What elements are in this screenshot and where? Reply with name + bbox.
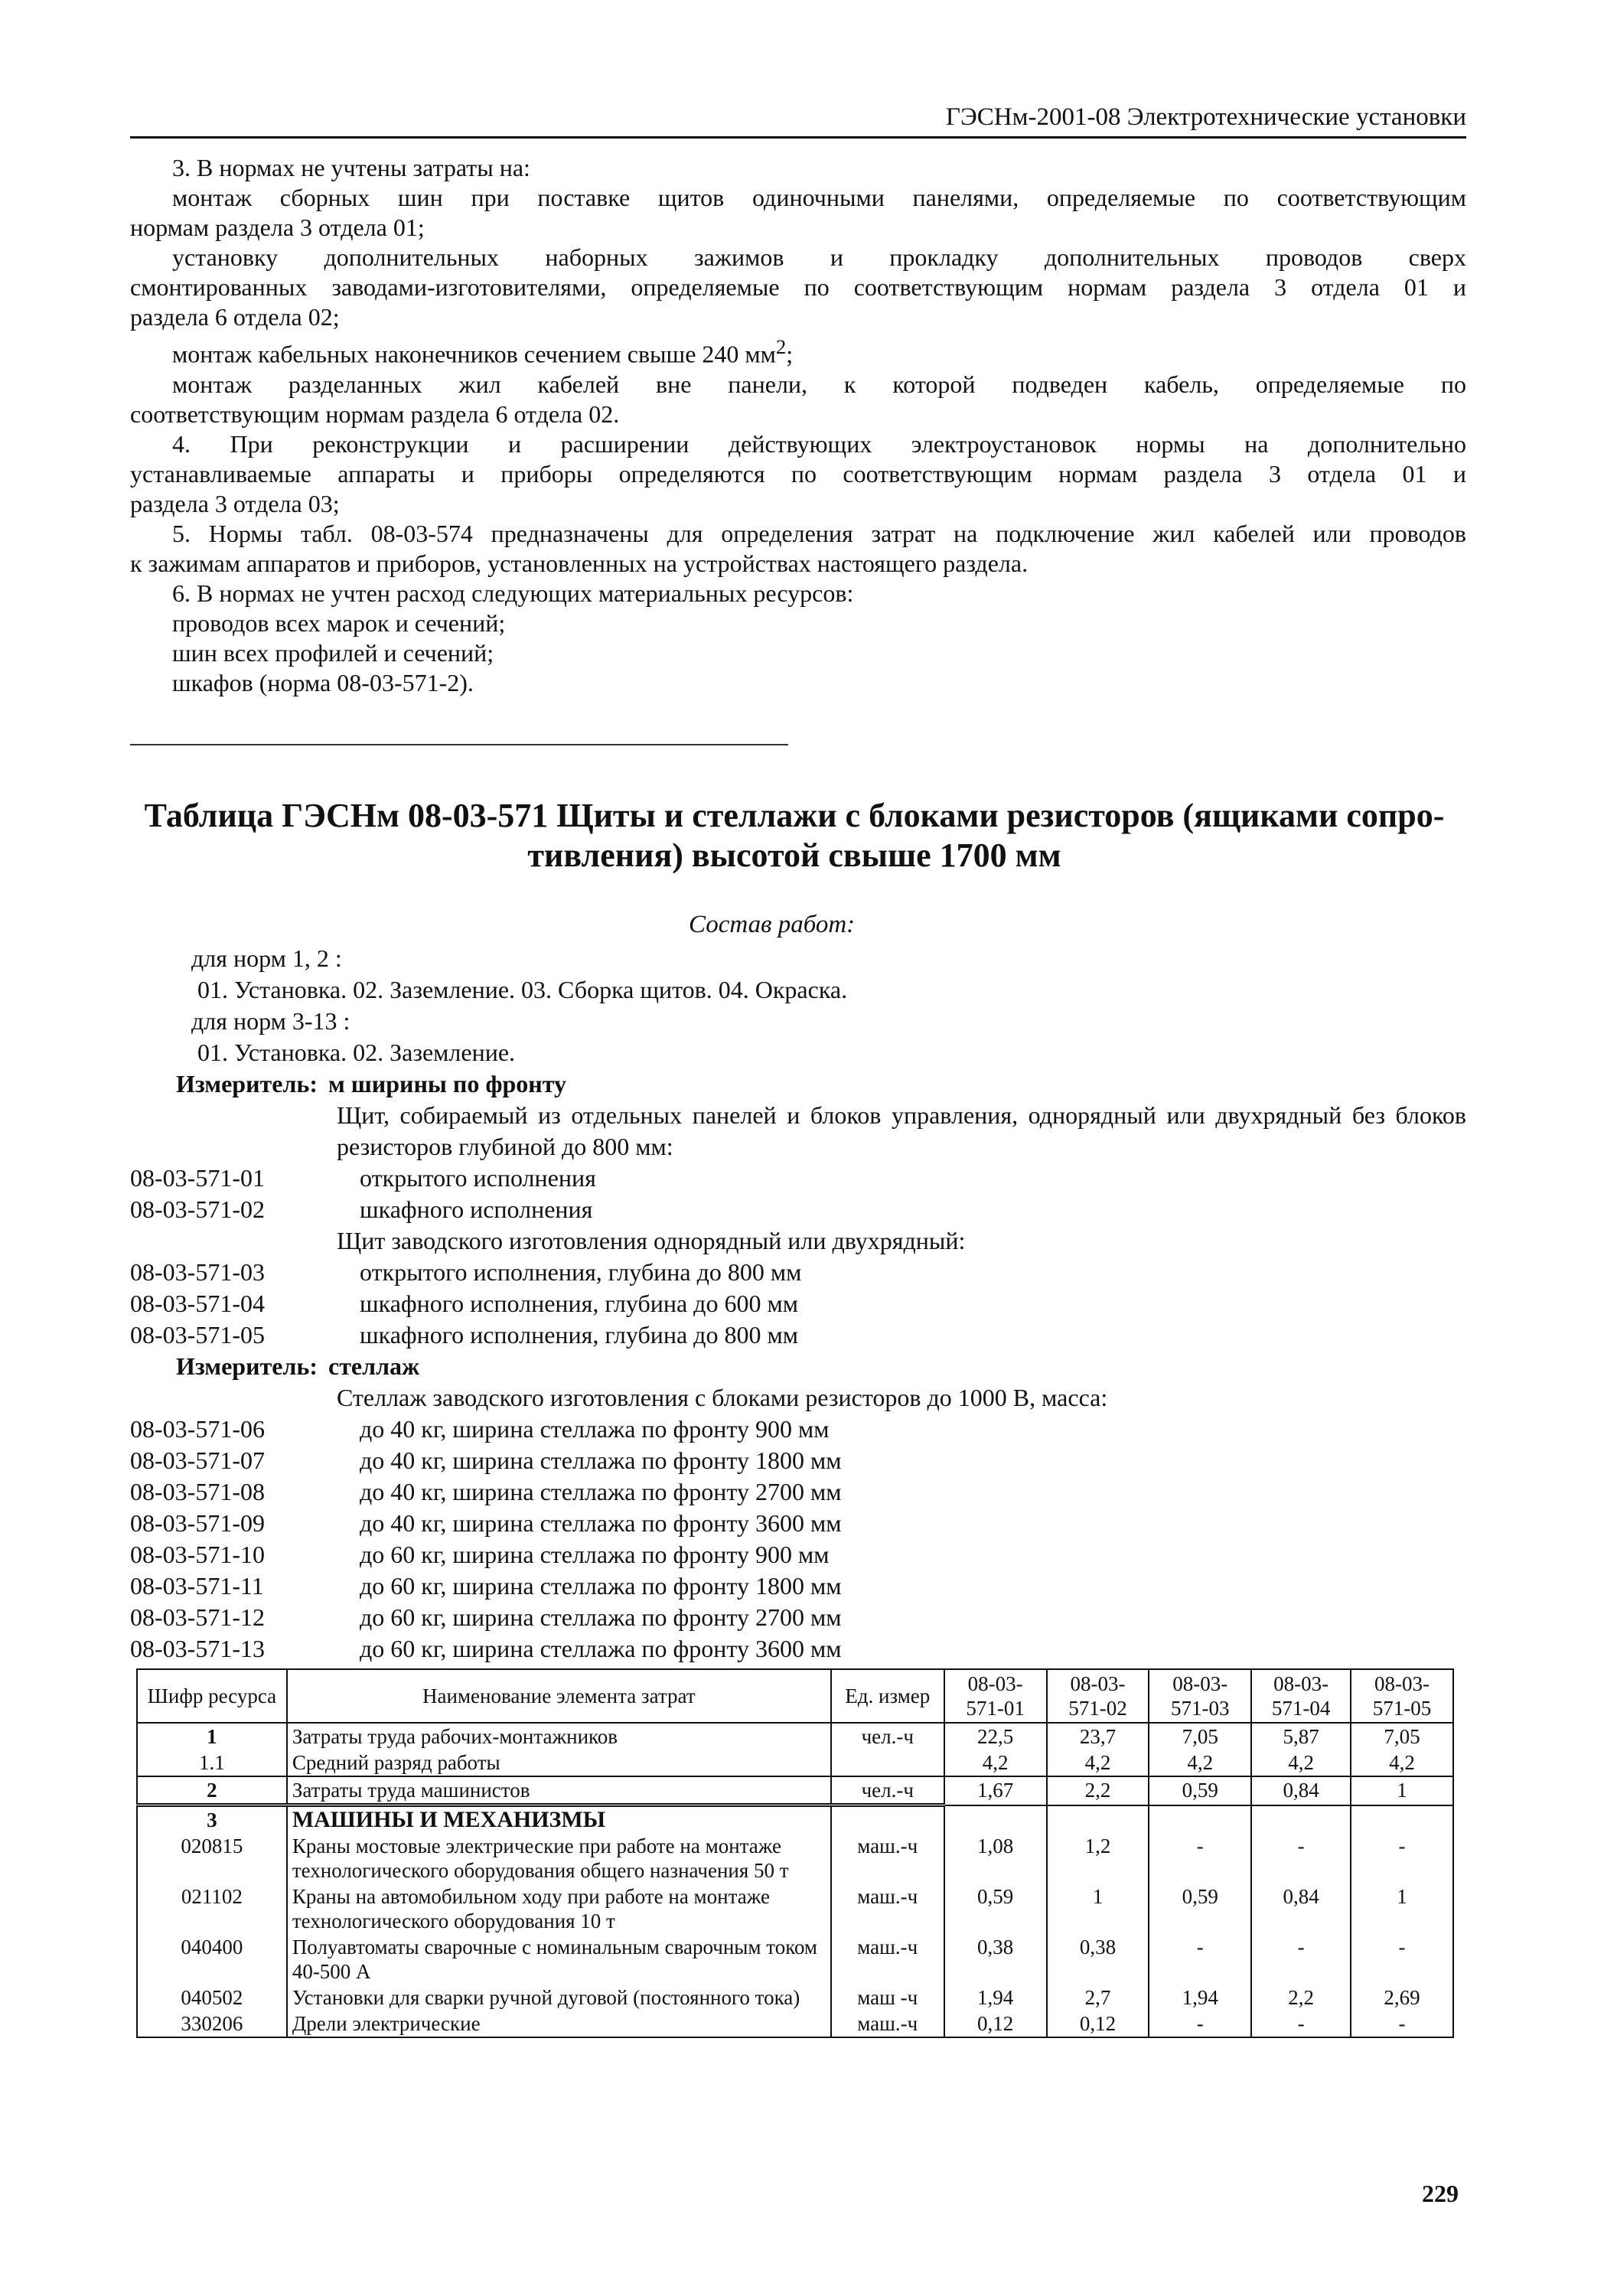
table-cell: 0,38 <box>1047 1934 1149 1985</box>
page-number: 229 <box>1422 2180 1459 2207</box>
note-3b-line1: установку дополнительных наборных зажимов и прокладку дополнительных проводов сверх <box>172 243 1466 271</box>
table-cell: 2,2 <box>1251 1985 1351 2011</box>
group-2-description: Щит заводского изготовления однорядный или двухрядный: <box>337 1227 966 1254</box>
norm-code: 08-03-571-11 <box>130 1572 264 1600</box>
group-3-description: Стеллаж заводского изготовления с блоками резисторов до 1000 В, масса: <box>337 1384 1108 1411</box>
norm-description: до 60 кг, ширина стеллажа по фронту 1800 мм <box>360 1572 842 1600</box>
table-cell: 0,59 <box>1149 1776 1251 1805</box>
table-cell: - <box>1351 1934 1453 1985</box>
table-cell: - <box>1351 1833 1453 1883</box>
table-cell: 0,38 <box>944 1934 1047 1985</box>
table-cell: Установки для сварки ручной дуговой (постоянного тока) <box>287 1985 831 2011</box>
table-cell: 4,2 <box>1351 1750 1453 1776</box>
note-3d-line2: соответствующим нормам раздела 6 отдела 02. <box>130 400 620 428</box>
table-cell: 2,2 <box>1047 1776 1149 1805</box>
table-cell: 1,94 <box>1149 1985 1251 2011</box>
note-6b: шин всех профилей и сечений; <box>172 638 494 667</box>
table-cell: Дрели электрические <box>287 2011 831 2037</box>
table-cell: 1 <box>137 1723 287 1750</box>
table-title-line2: тивления) высотой свыше 1700 мм <box>527 837 1061 874</box>
table-cell: 4,2 <box>1251 1750 1351 1776</box>
table-cell: Затраты труда рабочих-монтажников <box>287 1723 831 1750</box>
norm-item-row <box>130 1319 1466 1351</box>
table-cell: - <box>1149 1833 1251 1883</box>
measure-1-value: м ширины по фронту <box>328 1070 566 1097</box>
table-cell: Краны мостовые электрические при работе на монтаже технологического оборудования общего назначения 50 т <box>287 1833 831 1883</box>
note-3c-text: монтаж кабельных наконечников сечением свыше 240 мм <box>172 340 776 368</box>
measure-1 <box>130 1068 1466 1100</box>
table-cell: 020815 <box>137 1833 287 1883</box>
norm-description: до 40 кг, ширина стеллажа по фронту 3600 мм <box>360 1509 842 1537</box>
table-row <box>137 1723 1453 1750</box>
note-4-line2: устанавливаемые аппараты и приборы определяются по соответствующим нормам раздела 3 отдела 01 и <box>130 459 1466 488</box>
table-cell <box>1149 1805 1251 1834</box>
table-cell: 0,59 <box>944 1883 1047 1934</box>
table-cell: 2,7 <box>1047 1985 1149 2011</box>
works-heading: Состав работ: <box>689 911 856 938</box>
resource-table <box>136 1668 1454 2038</box>
note-5-line2: к зажимам аппаратов и приборов, установленных на устройствах настоящего раздела. <box>130 549 1029 577</box>
works-block <box>130 943 1466 1665</box>
norm-item-row <box>130 1445 1466 1476</box>
table-cell: 4,2 <box>944 1750 1047 1776</box>
norm-description: до 40 кг, ширина стеллажа по фронту 2700 мм <box>360 1478 842 1505</box>
table-cell: 0,12 <box>1047 2011 1149 2037</box>
note-3a-line2: нормам раздела 3 отдела 01; <box>130 214 425 241</box>
table-cell: 22,5 <box>944 1723 1047 1750</box>
table-row <box>137 2011 1453 2037</box>
table-cell: - <box>1251 2011 1351 2037</box>
items-group-3 <box>130 1414 1466 1665</box>
table-title-line1: Таблица ГЭСНм 08-03-571 Щиты и стеллажи с блоками резисторов (ящиками сопро- <box>144 797 1445 834</box>
table-row <box>137 1934 1453 1985</box>
table-cell: маш.-ч <box>831 1833 944 1883</box>
table-cell: 1 <box>1351 1776 1453 1805</box>
norm-description: до 60 кг, ширина стеллажа по фронту 3600 мм <box>360 1635 842 1662</box>
table-cell: Краны на автомобильном ходу при работе на монтаже технологического оборудования 10 т <box>287 1883 831 1934</box>
works-group2-text: 01. Установка. 02. Заземление. <box>197 1039 516 1066</box>
table-cell: 4,2 <box>1047 1750 1149 1776</box>
table-cell: маш.-ч <box>831 1934 944 1985</box>
table-cell: 7,05 <box>1149 1723 1251 1750</box>
table-cell: Затраты труда машинистов <box>287 1776 831 1805</box>
norm-item-row <box>130 1602 1466 1633</box>
table-header-cell: Наименование элемента затрат <box>287 1669 831 1723</box>
norm-item-row <box>130 1570 1466 1602</box>
norm-item-row <box>130 1163 1466 1194</box>
norm-description: до 60 кг, ширина стеллажа по фронту 2700 мм <box>360 1603 842 1631</box>
norm-code: 08-03-571-12 <box>130 1603 265 1631</box>
note-4-line1: 4. При реконструкции и расширении действующих электроустановок нормы на дополнительно <box>172 429 1466 458</box>
norm-description: шкафного исполнения, глубина до 600 мм <box>360 1290 798 1317</box>
table-cell: 1,2 <box>1047 1833 1149 1883</box>
norm-code: 08-03-571-09 <box>130 1509 265 1537</box>
table-cell: Средний разряд работы <box>287 1750 831 1776</box>
note-3c-sup: 2 <box>775 335 787 358</box>
table-cell: Полуавтоматы сварочные с номинальным сварочным током 40-500 А <box>287 1934 831 1985</box>
separator-line <box>130 744 788 745</box>
table-cell: 2 <box>137 1776 287 1805</box>
table-cell <box>831 1750 944 1776</box>
table-cell: 0,59 <box>1149 1883 1251 1934</box>
norm-code: 08-03-571-01 <box>130 1164 265 1192</box>
measure-2-label: Измеритель: <box>176 1352 318 1380</box>
note-3c <box>130 332 1466 370</box>
table-cell: 021102 <box>137 1883 287 1934</box>
table-header-row <box>137 1669 1453 1723</box>
norm-description: открытого исполнения, глубина до 800 мм <box>360 1258 802 1286</box>
table-cell: 1 <box>1351 1883 1453 1934</box>
table-row <box>137 1883 1453 1934</box>
note-3a-line1: монтаж сборных шин при поставке щитов одиночными панелями, определяемые по соответствующим <box>172 184 1466 211</box>
table-header-cell: 08-03-571-01 <box>944 1669 1047 1723</box>
table-header-cell: Шифр ресурса <box>137 1669 287 1723</box>
items-group-1 <box>130 1163 1466 1225</box>
norm-code: 08-03-571-10 <box>130 1541 265 1568</box>
norm-code: 08-03-571-03 <box>130 1258 265 1286</box>
table-cell <box>831 1805 944 1834</box>
table-cell: - <box>1149 1934 1251 1985</box>
table-header-cell: 08-03-571-02 <box>1047 1669 1149 1723</box>
note-3b-line3: раздела 6 отдела 02; <box>130 303 340 331</box>
note-6a: проводов всех марок и сечений; <box>172 608 506 637</box>
table-cell: 040400 <box>137 1934 287 1985</box>
note-3c-end: ; <box>786 340 794 368</box>
works-group1-label: для норм 1, 2 : <box>191 944 342 972</box>
table-row <box>137 1833 1453 1883</box>
table-row <box>137 1985 1453 2011</box>
measure-1-label: Измеритель: <box>176 1070 318 1097</box>
table-cell: 0,84 <box>1251 1883 1351 1934</box>
norm-code: 08-03-571-04 <box>130 1290 265 1317</box>
table-cell: 1,08 <box>944 1833 1047 1883</box>
table-cell: - <box>1149 2011 1251 2037</box>
table-cell: маш -ч <box>831 1985 944 2011</box>
works-group2-label: для норм 3-13 : <box>191 1007 350 1035</box>
table-cell: 0,84 <box>1251 1776 1351 1805</box>
table-cell <box>1251 1805 1351 1834</box>
norm-code: 08-03-571-05 <box>130 1321 265 1349</box>
norm-code: 08-03-571-02 <box>130 1195 265 1223</box>
norm-item-row <box>130 1194 1466 1225</box>
table-cell: МАШИНЫ И МЕХАНИЗМЫ <box>287 1805 831 1834</box>
table-cell: - <box>1251 1833 1351 1883</box>
norm-code: 08-03-571-07 <box>130 1446 265 1474</box>
norm-item-row <box>130 1476 1466 1508</box>
table-cell <box>1047 1805 1149 1834</box>
norm-description: шкафного исполнения, глубина до 800 мм <box>360 1321 798 1349</box>
table-cell: маш.-ч <box>831 2011 944 2037</box>
table-cell: 7,05 <box>1351 1723 1453 1750</box>
table-title <box>115 796 1474 876</box>
table-cell: чел.-ч <box>831 1723 944 1750</box>
table-cell: 1 <box>1047 1883 1149 1934</box>
norm-code: 08-03-571-13 <box>130 1635 265 1662</box>
table-cell: - <box>1351 2011 1453 2037</box>
table-cell: 1,94 <box>944 1985 1047 2011</box>
norm-description: до 40 кг, ширина стеллажа по фронту 900 мм <box>360 1415 830 1443</box>
norm-item-row <box>130 1288 1466 1319</box>
table-body <box>137 1723 1453 2037</box>
note-3d-line1: монтаж разделанных жил кабелей вне панели, к которой подведен кабель, определяемые по <box>172 370 1466 398</box>
table-header-cell: 08-03-571-05 <box>1351 1669 1453 1723</box>
table-cell: 1,67 <box>944 1776 1047 1805</box>
table-cell: 040502 <box>137 1985 287 2011</box>
norm-description: шкафного исполнения <box>360 1195 593 1223</box>
table-header-cell: 08-03-571-04 <box>1251 1669 1351 1723</box>
norm-description: открытого исполнения <box>360 1164 596 1192</box>
table-cell <box>944 1805 1047 1834</box>
notes-block <box>130 153 1466 698</box>
table-cell: чел.-ч <box>831 1776 944 1805</box>
table-cell: 2,69 <box>1351 1985 1453 2011</box>
norm-item-row <box>130 1257 1466 1288</box>
table-header-cell: Ед. измер <box>831 1669 944 1723</box>
measure-2 <box>130 1351 1466 1382</box>
table-cell: 3 <box>137 1805 287 1834</box>
norm-item-row <box>130 1508 1466 1539</box>
items-group-2 <box>130 1257 1466 1351</box>
norm-code: 08-03-571-08 <box>130 1478 265 1505</box>
group-1-description: Щит, собираемый из отдельных панелей и блоков управления, однорядный или двухрядный без блоков резисторов глубиной до 800 мм: <box>337 1101 1466 1160</box>
table-row <box>137 1776 1453 1805</box>
note-3-title: 3. В нормах не учтены затраты на: <box>172 154 530 181</box>
table-row <box>137 1750 1453 1776</box>
table-cell: 23,7 <box>1047 1723 1149 1750</box>
norm-code: 08-03-571-06 <box>130 1415 265 1443</box>
note-5-line1: 5. Нормы табл. 08-03-574 предназначены для определения затрат на подключение жил кабелей или проводов <box>172 519 1466 547</box>
table-cell: 5,87 <box>1251 1723 1351 1750</box>
table-cell: 0,12 <box>944 2011 1047 2037</box>
table-cell: 1.1 <box>137 1750 287 1776</box>
note-3b-line2: смонтированных заводами-изготовителями, определяемые по соответствующим нормам раздела 3 отдела 01 и <box>130 273 1466 301</box>
norm-item-row <box>130 1539 1466 1570</box>
measure-2-value: стеллаж <box>328 1352 420 1380</box>
table-row <box>137 1805 1453 1834</box>
table-cell <box>1351 1805 1453 1834</box>
table-cell: 4,2 <box>1149 1750 1251 1776</box>
table-cell: маш.-ч <box>831 1883 944 1934</box>
table-cell: 330206 <box>137 2011 287 2037</box>
note-6-title: 6. В нормах не учтен расход следующих материальных ресурсов: <box>172 579 854 607</box>
norm-description: до 40 кг, ширина стеллажа по фронту 1800 мм <box>360 1446 842 1474</box>
norm-item-row <box>130 1633 1466 1665</box>
norm-description: до 60 кг, ширина стеллажа по фронту 900 мм <box>360 1541 830 1568</box>
table-cell: - <box>1251 1934 1351 1985</box>
norm-item-row <box>130 1414 1466 1445</box>
works-group1-text: 01. Установка. 02. Заземление. 03. Сборка щитов. 04. Окраска. <box>197 976 848 1003</box>
note-4-line3: раздела 3 отдела 03; <box>130 489 340 517</box>
note-6c: шкафов (норма 08-03-571-2). <box>172 668 474 696</box>
running-header: ГЭСНм-2001-08 Электротехнические установки <box>130 103 1466 139</box>
table-header-cell: 08-03-571-03 <box>1149 1669 1251 1723</box>
